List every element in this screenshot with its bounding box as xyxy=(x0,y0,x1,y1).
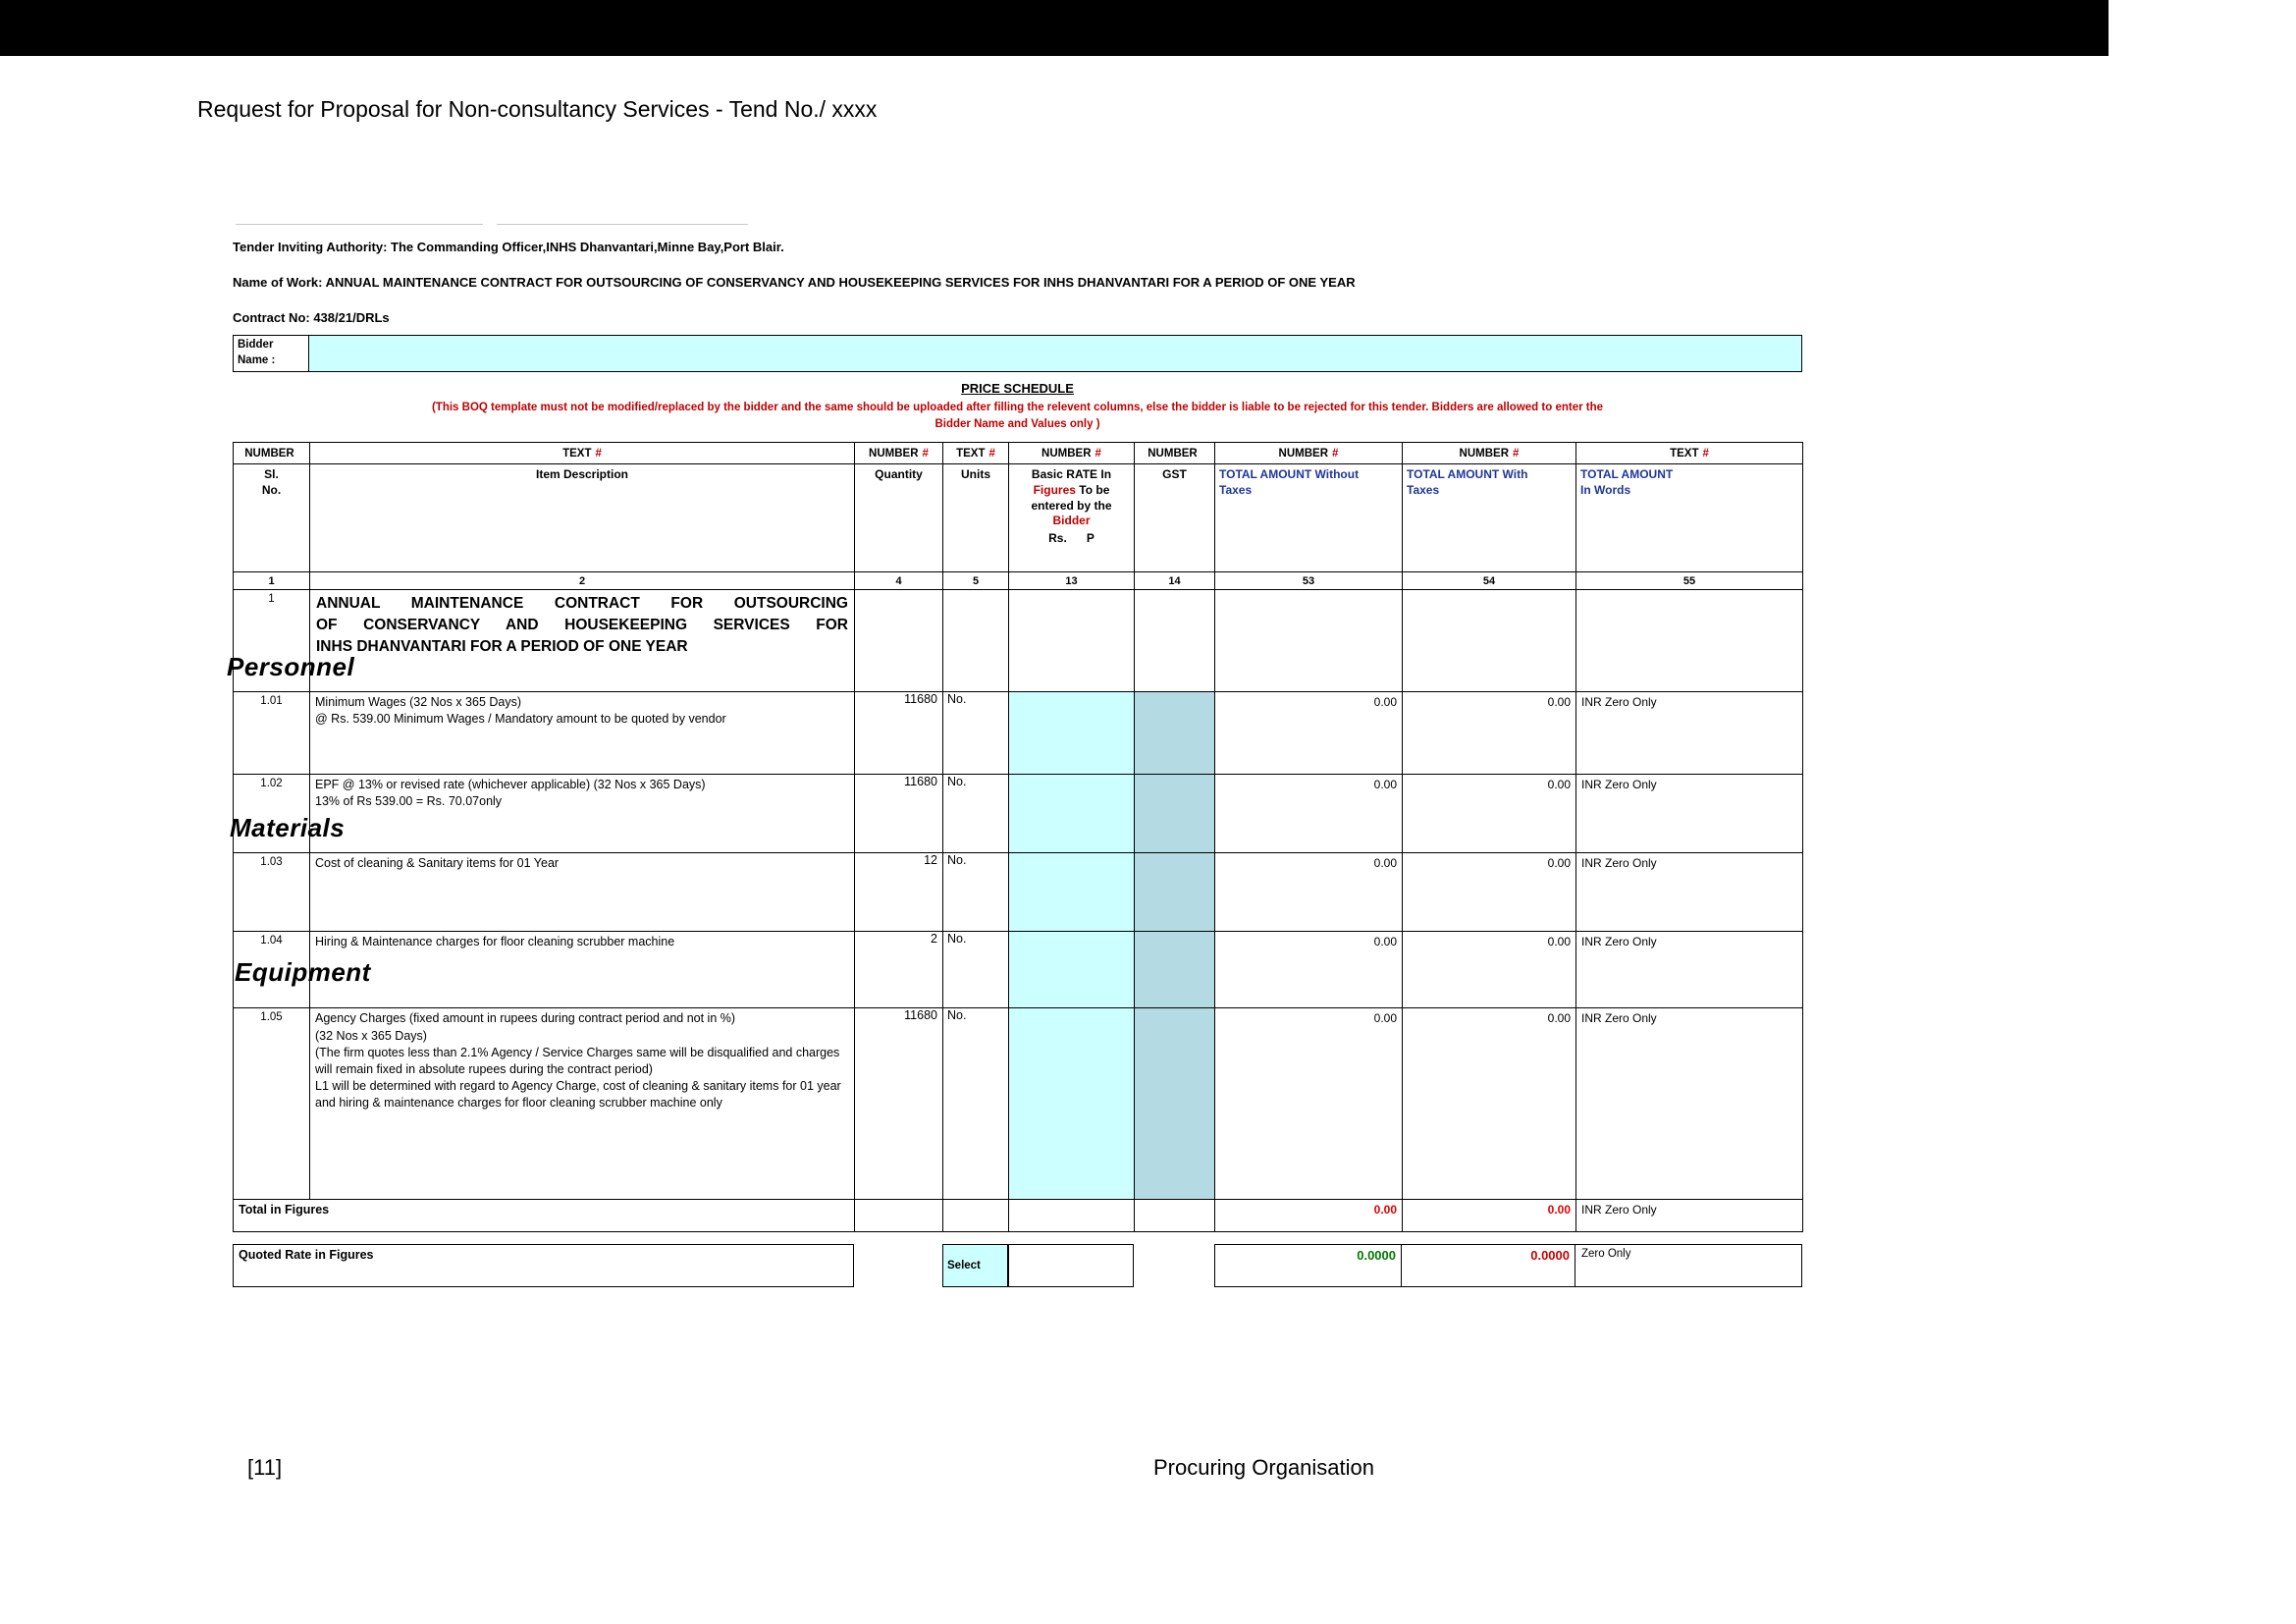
gst-cell xyxy=(1135,692,1215,775)
table-row-work-title xyxy=(234,590,1803,692)
col-number: 5 xyxy=(943,572,1009,590)
amount-with-taxes-cell: 0.00 xyxy=(1403,932,1576,1008)
amount-words-cell: INR Zero Only xyxy=(1576,775,1803,853)
col-type-text: TEXT # xyxy=(943,443,1009,464)
amount-words-cell: INR Zero Only xyxy=(1576,932,1803,1008)
sl-no-cell: 1.04 xyxy=(234,932,310,1008)
col-number: 4 xyxy=(855,572,943,590)
amount-with-taxes-cell: 0.00 xyxy=(1403,692,1576,775)
col-type-number: NUMBER # xyxy=(1403,443,1576,464)
col-number: 13 xyxy=(1009,572,1135,590)
units-cell: No. xyxy=(943,1008,1009,1200)
section-heading-equipment: Equipment xyxy=(235,957,371,987)
bidder-label-line1: Bidder xyxy=(238,339,274,351)
quoted-rate-without-taxes: 0.0000 xyxy=(1214,1244,1402,1287)
quantity-cell xyxy=(855,590,943,692)
total-with-taxes-cell: 0.00 xyxy=(1403,1200,1576,1232)
quantity-cell: 11680 xyxy=(855,1008,943,1200)
col-type-number: NUMBER # xyxy=(855,443,943,464)
gst-cell xyxy=(1135,775,1215,853)
faint-grid-line xyxy=(236,224,483,225)
amount-with-taxes-cell: 0.00 xyxy=(1403,853,1576,932)
col-type-text: TEXT # xyxy=(1576,443,1803,464)
boq-warning xyxy=(233,400,1802,432)
col-number: 53 xyxy=(1215,572,1403,590)
amount-without-taxes-cell: 0.00 xyxy=(1215,932,1403,1008)
table-row-1-02 xyxy=(234,775,1803,853)
total-label-cell: Total in Figures xyxy=(234,1200,855,1232)
col-number: 55 xyxy=(1576,572,1803,590)
amount-without-taxes-cell xyxy=(1215,590,1403,692)
col-header-total-without-taxes: TOTAL AMOUNT Without Taxes xyxy=(1215,464,1403,572)
bidder-name-label xyxy=(233,335,309,372)
quoted-rate-words: Zero Only xyxy=(1575,1244,1802,1287)
scan-artifact-bar xyxy=(0,0,2109,56)
tender-authority-line: Tender Inviting Authority: The Commanding Officer,INHS Dhanvantari,Minne Bay,Port Blair. xyxy=(233,240,784,254)
amount-words-cell: INR Zero Only xyxy=(1576,692,1803,775)
quantity-cell: 11680 xyxy=(855,775,943,853)
rate-input-cell[interactable] xyxy=(1009,853,1135,932)
amount-without-taxes-cell: 0.00 xyxy=(1215,692,1403,775)
rate-cell xyxy=(1009,590,1135,692)
boq-sheet xyxy=(227,236,1802,1287)
col-header-basic-rate: Basic RATE In Figures To be entered by the Bidder Rs. P xyxy=(1009,464,1135,572)
amount-words-cell xyxy=(1576,590,1803,692)
col-header-gst: GST xyxy=(1135,464,1215,572)
rate-input-cell[interactable] xyxy=(1009,775,1135,853)
sl-no-cell: 1.01 xyxy=(234,692,310,775)
total-without-taxes-cell: 0.00 xyxy=(1215,1200,1403,1232)
quantity-cell: 11680 xyxy=(855,692,943,775)
col-header-units: Units xyxy=(943,464,1009,572)
col-number: 14 xyxy=(1135,572,1215,590)
column-number-row xyxy=(234,572,1803,590)
quoted-rate-with-taxes: 0.0000 xyxy=(1402,1244,1575,1287)
col-header-item-description: Item Description xyxy=(310,464,855,572)
rate-input-cell[interactable] xyxy=(1009,1008,1135,1200)
price-schedule-title: PRICE SCHEDULE xyxy=(961,381,1074,396)
rate-cell xyxy=(1009,1200,1135,1232)
rate-input-cell[interactable] xyxy=(1009,932,1135,1008)
contract-no-line: Contract No: 438/21/DRLs xyxy=(233,310,390,325)
gst-cell xyxy=(1135,1200,1215,1232)
select-dropdown[interactable]: Select xyxy=(942,1244,1008,1287)
faint-grid-line xyxy=(497,224,748,225)
col-type-number: NUMBER # xyxy=(1009,443,1135,464)
sl-no-cell: 1.02 xyxy=(234,775,310,853)
col-type-text: TEXT # xyxy=(310,443,855,464)
section-heading-personnel: Personnel xyxy=(227,652,355,681)
name-of-work-line: Name of Work: ANNUAL MAINTENANCE CONTRACT FOR OUTSOURCING OF CONSERVANCY AND HOUSEKEEPING SERVICES FOR INHS DHANVANTARI FOR A PERIOD OF ONE YEAR xyxy=(233,275,1356,290)
units-cell: No. xyxy=(943,853,1009,932)
gst-cell xyxy=(1135,932,1215,1008)
gst-cell xyxy=(1135,853,1215,932)
table-row-1-01 xyxy=(234,692,1803,775)
amount-without-taxes-cell: 0.00 xyxy=(1215,1008,1403,1200)
procuring-organisation-label: Procuring Organisation xyxy=(1153,1455,1375,1480)
column-header-row xyxy=(234,464,1803,572)
boq-warning-line2: Bidder Name and Values only ) xyxy=(934,417,1100,430)
amount-with-taxes-cell xyxy=(1403,590,1576,692)
item-description-cell: Minimum Wages (32 Nos x 365 Days) @ Rs. 539.00 Minimum Wages / Mandatory amount to be quoted by vendor xyxy=(310,692,855,775)
col-number: 2 xyxy=(310,572,855,590)
amount-with-taxes-cell: 0.00 xyxy=(1403,775,1576,853)
sl-no-cell: 1 xyxy=(234,590,310,692)
page-number: [11] xyxy=(247,1455,283,1480)
sl-no-cell: 1.03 xyxy=(234,853,310,932)
bidder-name-input[interactable] xyxy=(309,335,1802,372)
boq-warning-line1: (This BOQ template must not be modified/replaced by the bidder and the same should be uploaded after filling the relevent columns, else the bidder is liable to be rejected for this tender. Bidders are allowed to enter the xyxy=(431,402,1604,413)
gst-cell xyxy=(1135,1008,1215,1200)
col-type-number: NUMBER xyxy=(1135,443,1215,464)
amount-words-cell: INR Zero Only xyxy=(1576,853,1803,932)
total-words-cell: INR Zero Only xyxy=(1576,1200,1803,1232)
col-header-total-in-words: TOTAL AMOUNT In Words xyxy=(1576,464,1803,572)
bidder-label-line2: Name : xyxy=(238,353,276,366)
units-cell xyxy=(943,590,1009,692)
units-cell: No. xyxy=(943,932,1009,1008)
column-type-row xyxy=(234,443,1803,464)
rate-input-cell[interactable] xyxy=(1009,692,1135,775)
col-number: 54 xyxy=(1403,572,1576,590)
bidder-name-row xyxy=(233,335,1802,372)
col-header-sl-no: Sl. No. xyxy=(234,464,310,572)
quoted-rate-input-cell[interactable] xyxy=(1008,1244,1134,1287)
amount-without-taxes-cell: 0.00 xyxy=(1215,775,1403,853)
document-title: Request for Proposal for Non-consultancy Services - Tend No./ xxxx xyxy=(197,96,878,122)
col-type-number: NUMBER # xyxy=(1215,443,1403,464)
section-heading-materials: Materials xyxy=(230,813,346,842)
item-description-cell: ANNUAL MAINTENANCE CONTRACT FOR OUTSOURCING OF CONSERVANCY AND HOUSEKEEPING SERVICES FOR INHS DHANVANTARI FOR A PERIOD OF ONE YEAR xyxy=(310,590,855,692)
item-description-cell: Cost of cleaning & Sanitary items for 01 Year xyxy=(310,853,855,932)
quantity-cell xyxy=(855,1200,943,1232)
table-row-1-05 xyxy=(234,1008,1803,1200)
total-in-figures-row xyxy=(234,1200,1803,1232)
units-cell: No. xyxy=(943,775,1009,853)
item-description-cell: EPF @ 13% or revised rate (whichever applicable) (32 Nos x 365 Days) 13% of Rs 539.00 = Rs. 70.07only xyxy=(310,775,855,853)
amount-without-taxes-cell: 0.00 xyxy=(1215,853,1403,932)
col-type-number: NUMBER xyxy=(234,443,310,464)
quantity-cell: 12 xyxy=(855,853,943,932)
amount-words-cell: INR Zero Only xyxy=(1576,1008,1803,1200)
quoted-rate-spacer xyxy=(1134,1244,1214,1287)
item-description-cell: Hiring & Maintenance charges for floor cleaning scrubber machine xyxy=(310,932,855,1008)
quoted-rate-label: Quoted Rate in Figures xyxy=(233,1244,854,1287)
quantity-cell: 2 xyxy=(855,932,943,1008)
col-number: 1 xyxy=(234,572,310,590)
units-cell xyxy=(943,1200,1009,1232)
units-cell: No. xyxy=(943,692,1009,775)
item-description-cell: Agency Charges (fixed amount in rupees during contract period and not in %) (32 Nos x 365 Days) (The firm quotes less than 2.1% Agency / Service Charges same will be disqualified and charges will remain fixed in absolute rupees during the contract period) L1 will be determined with regard to Agency Charge, cost of cleaning & sanitary items for 01 year and hiring & maintenance charges for floor cleaning scrubber machine only xyxy=(310,1008,855,1200)
table-row-1-04 xyxy=(234,932,1803,1008)
price-schedule-table xyxy=(233,442,1803,1232)
quoted-rate-row xyxy=(233,1244,1802,1287)
table-row-1-03 xyxy=(234,853,1803,932)
sl-no-cell: 1.05 xyxy=(234,1008,310,1200)
quoted-rate-spacer xyxy=(854,1244,942,1287)
amount-with-taxes-cell: 0.00 xyxy=(1403,1008,1576,1200)
gst-cell xyxy=(1135,590,1215,692)
col-header-quantity: Quantity xyxy=(855,464,943,572)
col-header-total-with-taxes: TOTAL AMOUNT With Taxes xyxy=(1403,464,1576,572)
